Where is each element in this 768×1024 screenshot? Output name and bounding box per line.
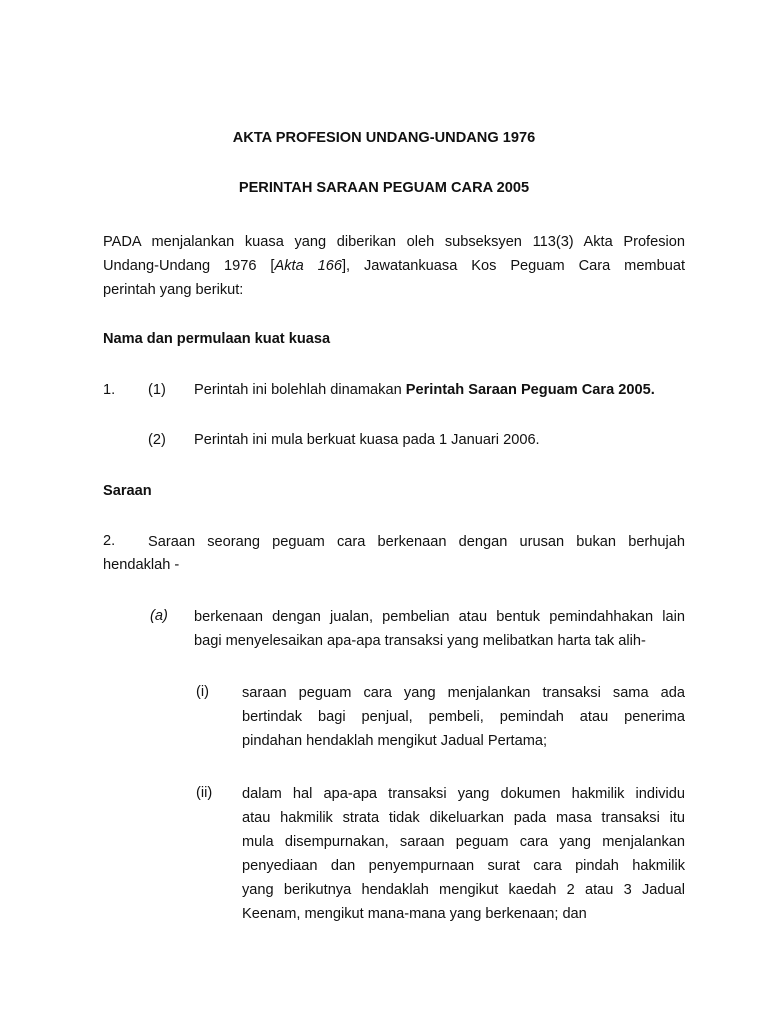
subsection-1-number: (1): [148, 382, 166, 398]
order-title: PERINTAH SARAAN PEGUAM CARA 2005: [238, 180, 530, 196]
subparagraph-ii-line: yang berikutnya hendaklah mengikut kaedah 2 atau 3 Jadual: [242, 882, 685, 898]
section-2-line-2: hendaklah -: [103, 557, 180, 573]
paragraph-a-number: (a): [150, 608, 168, 624]
subparagraph-ii: [242, 782, 685, 926]
subparagraph-i: [242, 681, 685, 753]
section-2-number: 2.: [103, 533, 116, 549]
section-heading-remuneration: Saraan: [103, 483, 152, 499]
act-reference: Akta 166: [274, 258, 342, 274]
preamble-line-1: PADA menjalankan kuasa yang diberikan oleh subseksyen 113(3) Akta Profesion: [103, 234, 685, 250]
subsection-2-text: Perintah ini mula berkuat kuasa pada 1 Januari 2006.: [194, 432, 540, 448]
preamble-line-2: Undang-Undang 1976 [Akta 166], Jawatankuasa Kos Peguam Cara membuat: [103, 258, 685, 274]
subparagraph-ii-line: mula disempurnakan, saraan peguam cara yang menjalankan: [242, 834, 685, 850]
act-title: AKTA PROFESION UNDANG-UNDANG 1976: [232, 130, 536, 146]
preamble-line-3: perintah yang berikut:: [103, 282, 244, 298]
subparagraph-ii-number: (ii): [196, 785, 213, 801]
order-citation: Perintah Saraan Peguam Cara 2005.: [405, 382, 655, 398]
section-2-line-1-box: [148, 530, 685, 554]
paragraph-a-line-2: bagi menyelesaikan apa-apa transaksi yang melibatkan harta tak alih-: [194, 633, 646, 649]
paragraph-a-line-1: berkenaan dengan jualan, pembelian atau bentuk pemindahhakan lain: [194, 609, 685, 625]
subparagraph-ii-line: penyediaan dan penyempurnaan surat cara pindah hakmilik: [242, 858, 685, 874]
section-heading-name-commencement: Nama dan permulaan kuat kuasa: [103, 331, 331, 347]
section-1-number: 1.: [103, 382, 116, 398]
subparagraph-ii-line: dalam hal apa-apa transaksi yang dokumen hakmilik individu: [242, 786, 685, 802]
subparagraph-ii-line: Keenam, mengikut mana-mana yang berkenaan; dan: [242, 906, 587, 922]
subparagraph-ii-line: atau hakmilik strata tidak dikeluarkan pada masa transaksi itu: [242, 810, 685, 826]
subsection-2-number: (2): [148, 432, 166, 448]
subparagraph-i-line: pindahan hendaklah mengikut Jadual Pertama;: [242, 733, 548, 749]
section-2-line-1: Saraan seorang peguam cara berkenaan dengan urusan bukan berhujah: [148, 534, 685, 550]
subparagraph-i-line: bertindak bagi penjual, pembeli, pemindah atau penerima: [242, 709, 685, 725]
subsection-1-text: Perintah ini bolehlah dinamakan Perintah Saraan Peguam Cara 2005.: [194, 382, 655, 398]
subparagraph-i-line: saraan peguam cara yang menjalankan transaksi sama ada: [242, 685, 685, 701]
preamble-paragraph: [103, 230, 685, 302]
paragraph-a: [194, 605, 685, 653]
subparagraph-i-number: (i): [196, 684, 209, 700]
